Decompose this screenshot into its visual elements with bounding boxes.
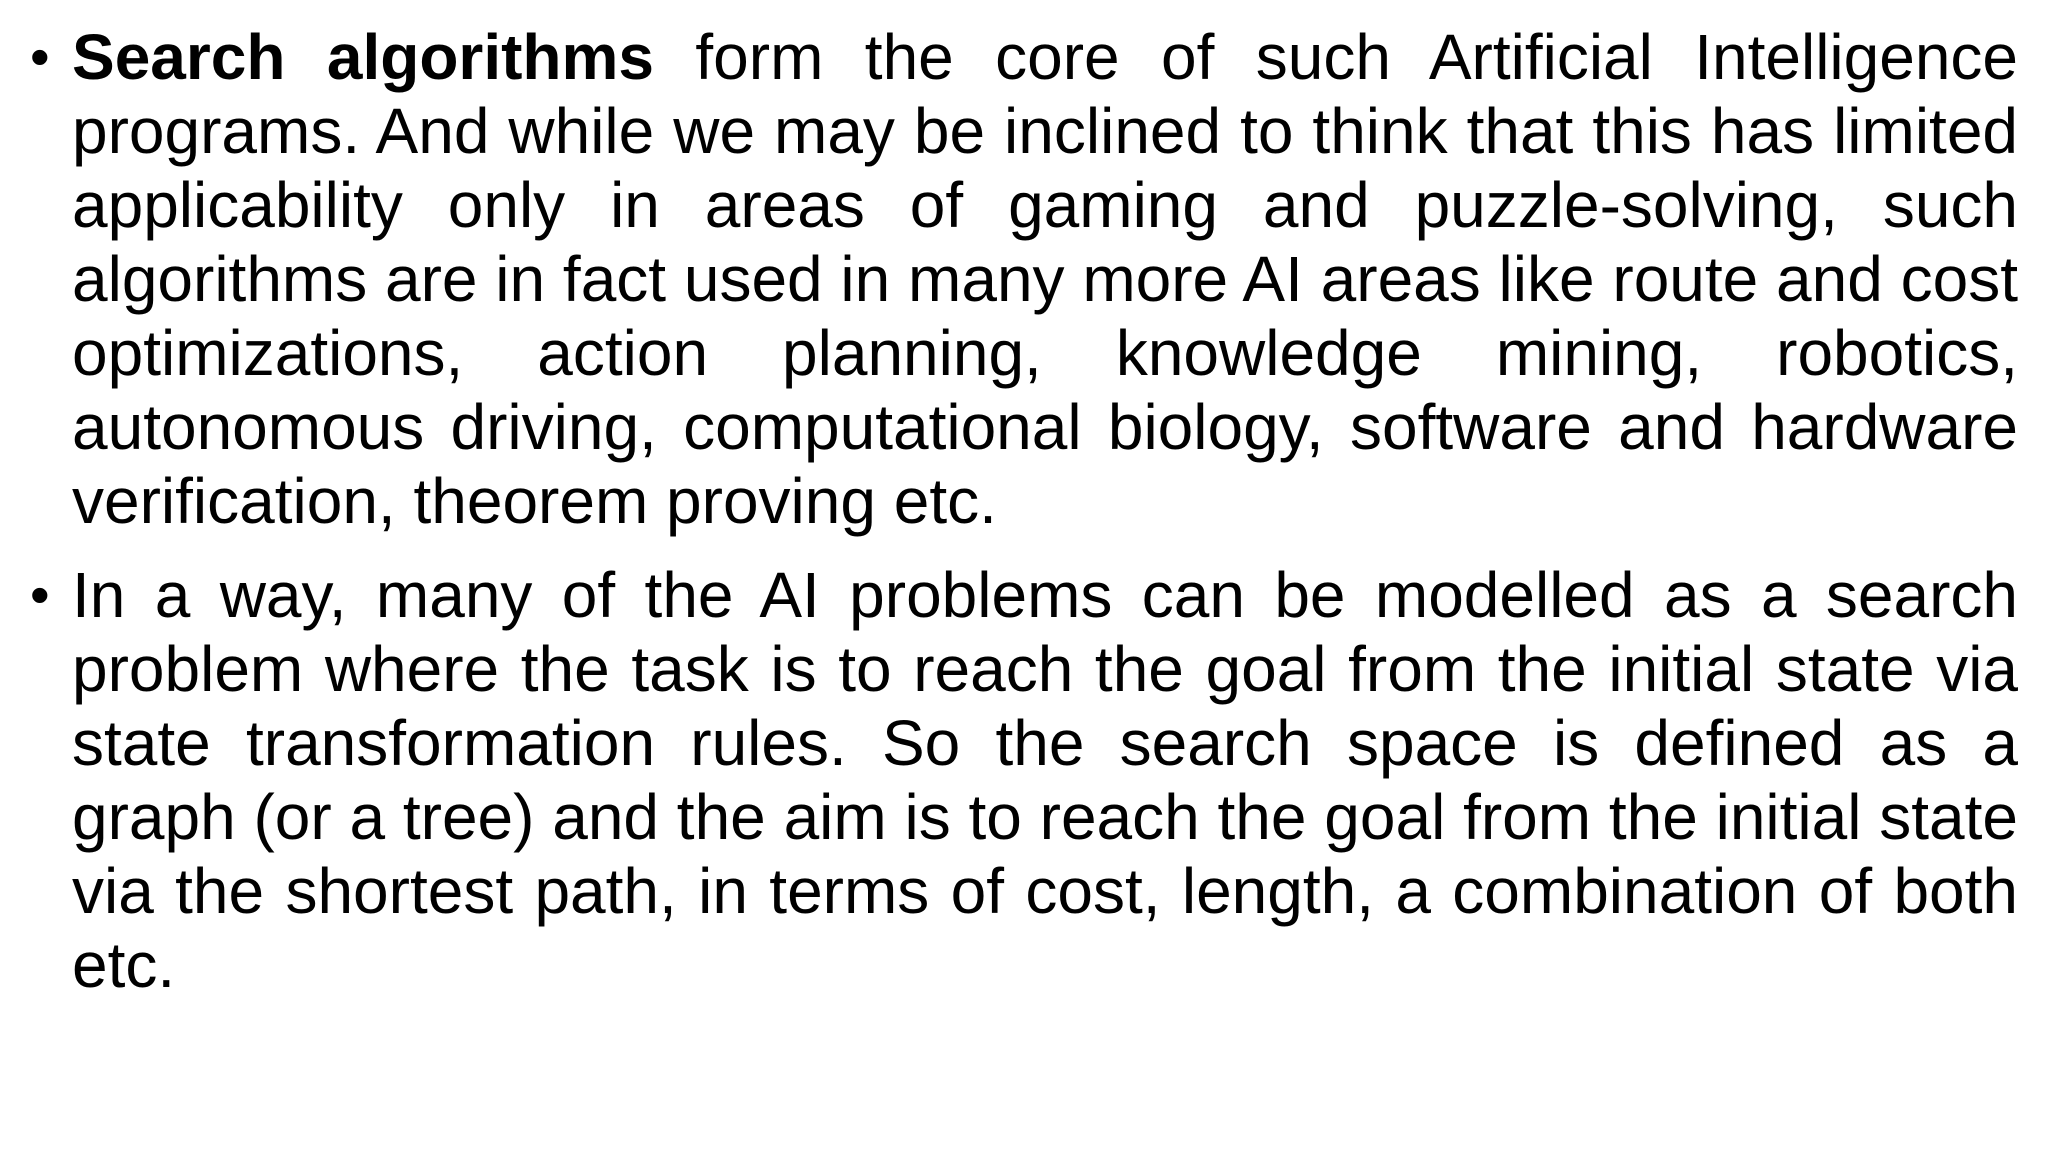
bullet-body-text: form the core of such Artificial Intelligence programs. And while we may be inclined to think that this has limited applicability only in areas of gaming and puzzle-solving, such algorithms are in fact used in many more AI areas like route and cost optimizations, action planning, knowledge mining, robotics, autonomous driving, computational biology, software and hardware verification, theorem proving etc. — [72, 21, 2019, 537]
bullet-item-search-algorithms — [30, 20, 2019, 538]
bullet-item-search-problem — [30, 558, 2018, 1002]
bullet-body-text: In a way, many of the AI problems can be modelled as a search problem where the task is to reach the goal from the initial state via state transformation rules. So the search space is defined as a graph (or a tree) and the aim is to reach the goal from the initial state via the shortest path, in terms of cost, length, a combination of both etc. — [72, 559, 2018, 1001]
bullet-marker: • — [30, 25, 50, 88]
bullet-lead-text: Search algorithms — [72, 21, 655, 93]
bullet-list — [30, 20, 2019, 1002]
bullet-marker: • — [30, 563, 50, 626]
